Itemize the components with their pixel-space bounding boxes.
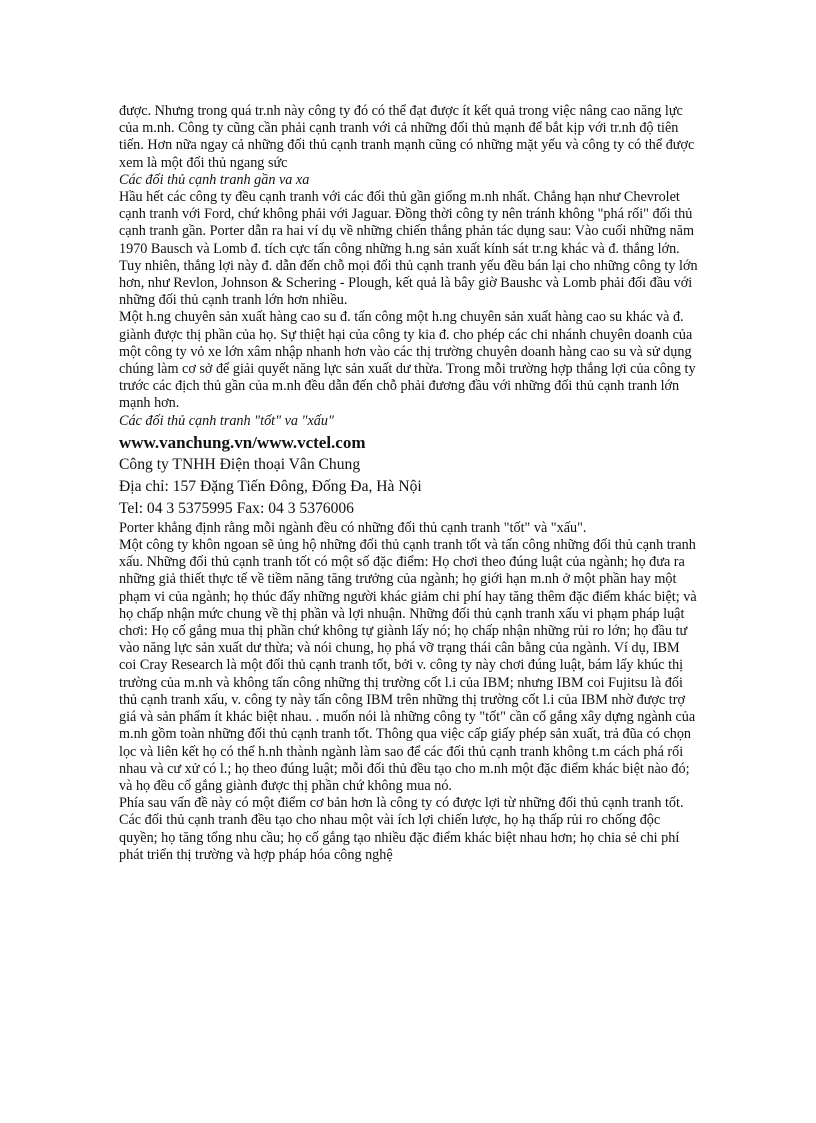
paragraph-benefits: Phía sau vấn đề này có một điểm cơ bản hơn là công ty có được lợi từ những đối thủ cạnh tranh tốt. Các đối thủ cạnh tranh đều tạo cho nhau một vài ích lợi chiến lược, họ hạ thấp rủi ro chống độc quyền; họ tăng tổng nhu cầu; họ cố gắng tạo nhiều đặc điểm khác biệt nhau hơn; họ chia sẻ chi phí phát triển thị trường và hợp pháp hóa công nghệ — [119, 795, 684, 863]
company-name: Công ty TNHH Điện thoại Vân Chung — [119, 455, 361, 473]
paragraph-good-bad-traits: Một công ty khôn ngoan sẽ ủng hộ những đối thủ cạnh tranh tốt và tấn công những đối thủ cạnh tranh xấu. Những đối thủ cạnh tranh tốt có một số đặc điểm: Họ chơi theo đúng luật của ngành; họ đưa ra những giả thiết thực tế về tiềm năng tăng trưởng của ngành; họ giới hạn m.nh ở một phần hay một phạm vi của ngành; họ thúc đẩy những người khác giảm chi phí hay tăng thêm đặc điểm khác biệt; và họ chấp nhận mức chung về thị phần và lợi nhuận. Những đối thủ cạnh tranh xấu vi phạm pháp luật chơi: Họ cố gắng mua thị phần chứ không tự giành lấy nó; họ chấp nhận những rủi ro lớn; họ đầu tư vào năng lực sản xuất dư thừa; và nói chung, họ phá vỡ trạng thái cân bằng của ngành. Ví dụ, IBM coi Cray Research là một đối thủ cạnh tranh tốt, bởi v. công ty này chơi đúng luật, bám lấy khúc thị trường của m.nh và không tấn công những thị trường cốt l.i của IBM; nhưng IBM coi Fujitsu là đối thủ cạnh tranh xấu, v. công ty này tấn công IBM trên những thị trường cốt l.i của IBM nhờ được trợ giá và sản phẩm ít khác biệt nhau. . muốn nói là những công ty "tốt" cần cố gắng xây dựng ngành của m.nh gồm toàn những đối thủ cạnh tranh tốt. Thông qua việc cấp giấy phép sản xuất, trả đũa có chọn lọc và liên kết họ có thể h.nh thành ngành làm sao để các đối thủ cạnh tranh không t.m cách phá rối nhau và cư xử có l.; họ theo đúng luật; mỗi đối thủ đều tạo cho m.nh một đặc điểm khác biệt nào đó; và họ đều cố gắng giành được thị phần chứ không mua nó. — [119, 537, 697, 794]
paragraph-intro: được. Nhưng trong quá tr.nh này công ty đó có thể đạt được ít kết quả trong việc nâng cao năng lực của m.nh. Công ty cũng cần phải cạnh tranh với cả những đối thủ mạnh để bắt kịp với tr.nh độ tiên tiến. Hơn nữa ngay cả những đối thủ cạnh tranh mạnh cũng có những mặt yếu và công ty có thể được xem là một đối thủ ngang sức — [119, 103, 695, 171]
document-page — [119, 103, 699, 864]
paragraph-porter-claim: Porter khẳng định rằng mỗi ngành đều có những đối thủ cạnh tranh "tốt" và "xấu". — [119, 519, 587, 536]
heading-good-bad-competitors: Các đối thủ cạnh tranh "tốt" va "xấu" — [119, 412, 334, 429]
heading-near-far-competitors: Các đối thủ cạnh tranh gần va xa — [119, 171, 310, 188]
website-line: www.vanchung.vn/www.vctel.com — [119, 432, 366, 452]
company-address: Địa chỉ: 157 Đặng Tiến Đông, Đống Đa, Hà Nội — [119, 477, 422, 495]
paragraph-rubber-example: Một h.ng chuyên sản xuất hàng cao su đ. tấn công một h.ng chuyên sản xuất hàng cao su khác và đ. giành được thị phần của họ. Sự thiệt hại của công ty kia đ. cho phép các chi nhánh chuyên doanh của một công ty vỏ xe lớn xâm nhập nhanh hơn vào các thị trường chuyên doanh hàng cao su và sử dụng chúng làm cơ sở để giải quyết năng lực sản xuất dư thừa. Trong mỗi trường hợp thắng lợi của công ty trước các địch thủ gần của m.nh đều dẫn đến chỗ phải đương đầu với những đối thủ cạnh tranh lớn mạnh hơn. — [119, 309, 696, 412]
company-phone: Tel: 04 3 5375995 Fax: 04 3 5376006 — [119, 499, 354, 517]
paragraph-near-competitors: Hầu hết các công ty đều cạnh tranh với các đối thủ gần giống m.nh nhất. Chẳng hạn như Chevrolet cạnh tranh với Ford, chứ không phải với Jaguar. Đồng thời công ty nên tránh không "phá rối" đối thủ cạnh tranh gần. Porter dẫn ra hai ví dụ về những chiến thắng phản tác dụng sau: Vào cuối những năm 1970 Bausch và Lomb đ. tích cực tấn công những h.ng sản xuất kính sát tr.ng khác và đ. thắng lớn. Tuy nhiên, thắng lợi này đ. dẫn đến chỗ mọi đối thủ cạnh tranh yếu đều bán lại cho những công ty lớn hơn, như Revlon, Johnson & Schering - Plough, kết quả là bây giờ Baushc và Lomb phải đối đầu với những đối thủ cạnh tranh lớn hơn nhiều. — [119, 189, 698, 309]
